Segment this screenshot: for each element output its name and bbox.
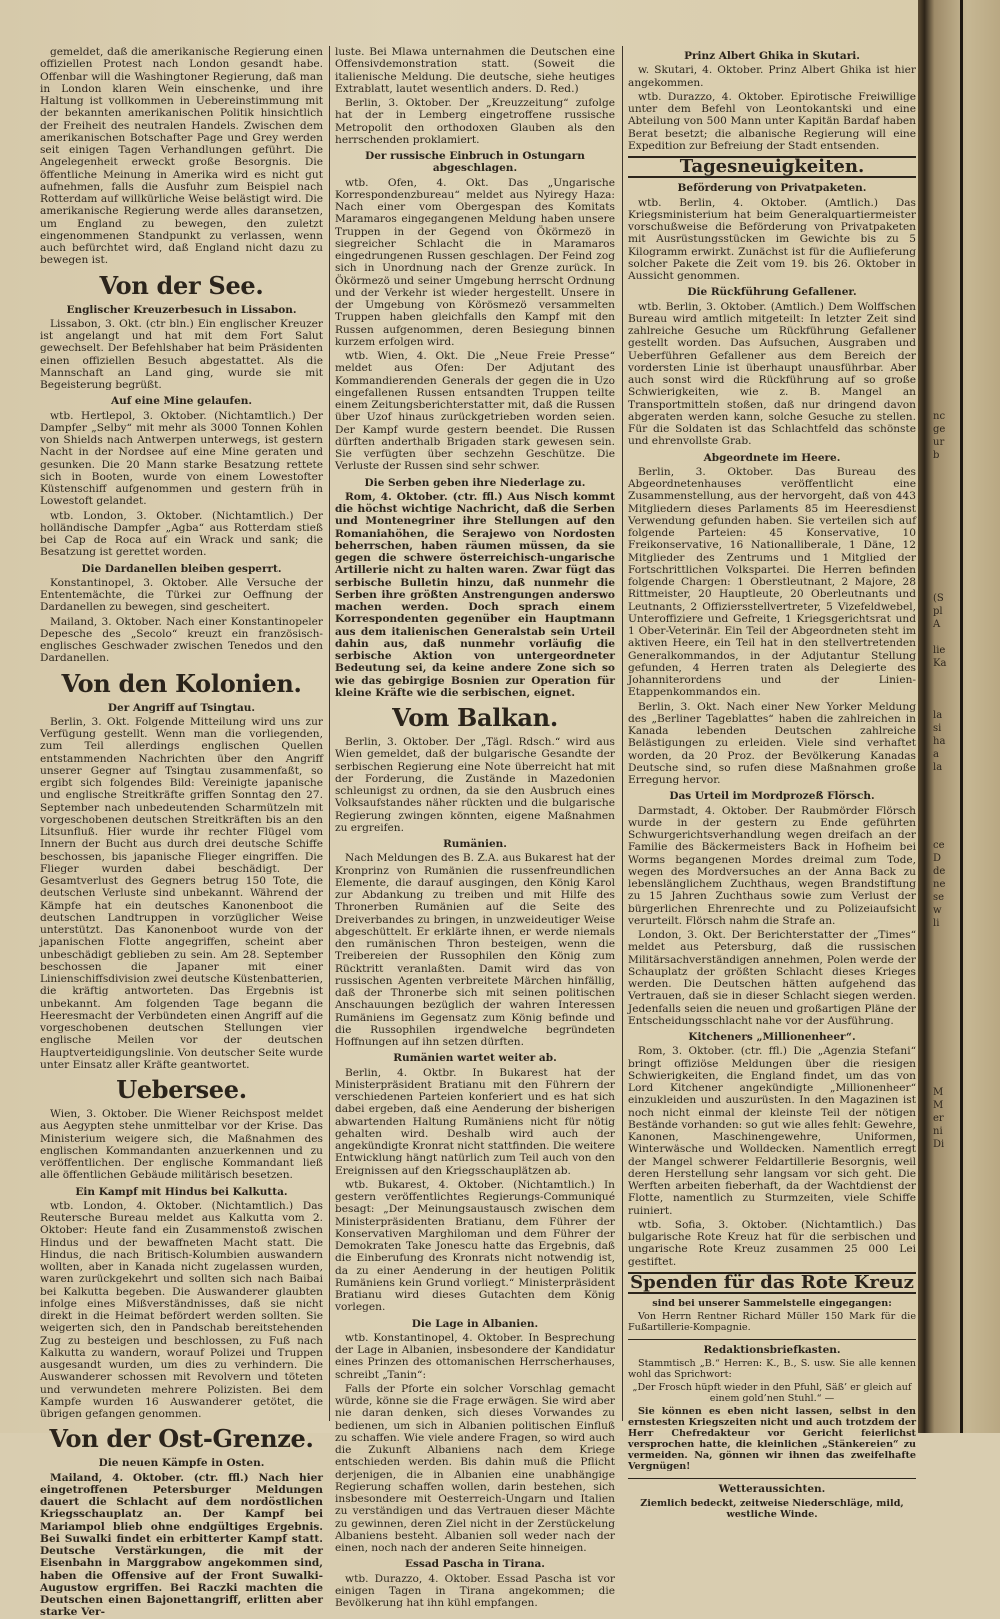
subheading: Der Angriff auf Tsingtau. <box>107 701 256 714</box>
article-paragraph: Berlin, 3. Okt. Folgende Mitteilung wird uns zur Verfügung gestellt. Wenn man die vorliegenden, zum Teil allerdings englischen Quellen entstammenden Nachrichten über den Angriff unserer Gegner auf Tsingtau zusammenfaßt, so ergibt sich folgendes Bild: Vereinigte japanische und englische Streitkräfte griffen Sonntag den 27. September nach unbedeutenden Scharmützeln mit vorgeschobenen deutschen Streitkräften bis an den Litsunfluß. Hier wurde ihr rechter Flügel vom Innern der Bucht aus durch drei deutsche Schiffe beschossen, bis japanische Flieger eingriffen. Die Flieger wurden dabei beschädigt. Der Gesamtverlust des Gegners betrug 150 Tote, die deutschen Verluste sind unbekannt. Während der Kämpfe hat ein deutsches Kanonenboot die deutschen Landtruppen in vorzüglicher Weise unterstützt. Das Kanonenboot wurde von der japanischen Flotte angegriffen, scheint aber unbeschädigt geblieben zu sein. Am 28. September beschossen die Japaner mit einer Linienschiffsdivision zwei deutsche Küstenbatterien, die kräftig antworteten. Das Ergebnis ist unbekannt. Am folgenden Tage begann die Heeresmacht der Verbündeten einen Angriff auf die vorgeschobenen deutschen Stellungen vier englische Meilen vor der deutschen Hauptverteidigungslinie. Von deutscher Seite wurde unter Einsatz aller Kräfte geantwortet. <box>40 715 323 1071</box>
fold-fragment <box>933 501 993 514</box>
fold-fragment <box>933 826 993 839</box>
section-title-kolonien: Von den Kolonien. <box>61 668 302 698</box>
subheading: sind bei unserer Sammelstelle eingegangen: <box>652 1298 892 1309</box>
subheading: Die Rückführung Gefallener. <box>687 286 857 299</box>
fold-fragment <box>933 514 993 527</box>
fold-fragment <box>933 683 993 696</box>
article-paragraph: Darmstadt, 4. Oktober. Der Raubmörder Flörsch wurde in der gestern zu Ende geführten Schwurgerichtsverhandlung wegen dreifach an der Familie des Bäckermeisters Back in Hofheim bei Worms begangenen Mordes dreimal zum Tode, wegen des Mordversuches an der Anna Back zu lebenslänglichem Zuchthaus, wegen Brandstiftung zu 15 Jahren Zuchthaus sowie zum Verlust der bürgerlichen Ehrenrechte und zu Polizeiaufsicht verurteilt. Flörsch nahm die Strafe an. <box>628 804 916 927</box>
fold-fragment: li <box>933 918 940 929</box>
fold-fragment: de <box>933 866 946 877</box>
fold-fragment: Ka <box>933 658 947 669</box>
fold-fragment: (S <box>933 593 944 604</box>
article-paragraph: Rom, 4. Oktober. (ctr. ffl.) Aus Nisch kommt die höchst wichtige Nachricht, daß die Serben und Montenegriner ihre Stellungen auf den Romaniahöhen, die Serajewo von Nordosten beherrschen, haben räumen müssen, da sie gegen die schwere österreichisch-ungarische Artillerie nicht zu halten waren. Zwar fügt das serbische Bulletin hinzu, daß nunmehr die Serben ihre größten Anstrengungen anderswo machen werden. Doch sprach einem Korrespondenten gegenüber ein Hauptmann aus dem italienischen Generalstab sein Urteil dahin aus, daß nunmehr vorläufig die serbische Aktion von untergeordneter Bedeutung sei, da keine andere Zone sich so wie das gebirgige Bosnien zur Operation für kleine Kräfte wie die serbischen, eignet. <box>335 490 615 699</box>
fold-fragment: a <box>933 749 939 760</box>
article-paragraph: wtb. Bukarest, 4. Oktober. (Nichtamtlich.) In gestern veröffentlichtes Regierungs-Communiqué besagt: „Der Meinungsaustausch zwischen dem Ministerpräsidenten Bratianu, dem Führer der Konservativen Marghiloman und dem Führer der Demokraten Take Jonescu hatte das Ergebnis, daß die Einberufung des Kronrats nicht notwendig ist, da zu einer Aenderung in der heutigen Politik Rumäniens kein Grund vorliegt.“ Ministerpräsident Bratianu wird dieses Gutachten dem König vorlegen. <box>335 1178 615 1314</box>
subheading: Die Dardanellen bleiben gesperrt. <box>81 562 282 575</box>
divider <box>628 1339 916 1340</box>
subheading: Die Lage in Albanien. <box>411 1317 539 1330</box>
fold-fragment <box>933 462 993 475</box>
section-title-ost-grenze: Von der Ost-Grenze. <box>49 1424 314 1454</box>
fold-fragment: pl <box>933 606 943 617</box>
article-paragraph: Stammtisch „B.“ Herren: K., B., S. usw. Sie alle kennen wohl das Sprichwort: <box>628 1358 916 1381</box>
fold-fragment <box>933 800 993 813</box>
fold-fragment: M <box>933 1087 944 1098</box>
weather-text: Ziemlich bedeckt, zeitweise Niederschläge, mild, westliche Winde. <box>640 1497 904 1520</box>
intro-paragraph: gemeldet, daß die amerikanische Regierung einen offiziellen Protest nach London gesandt habe. Offenbar will die Washingtoner Regierung, daß man in London klaren Wein einschenke, und ihre Haltung ist vollkommen in Uebereinstimmung mit der bekannten amerikanischen Politik hinsichtlich der Freiheit des neutralen Handels. Zwischen dem amerikanischen Botschafter Page und Grey werden seit einigen Tagen Verhandlungen geführt. Die Angelegenheit erweckt große Besorgnis. Die öffentliche Meinung in Amerika wird es nicht gut aufnehmen, falls die Ausfuhr zum Beispiel nach Rotterdam auf willkürliche Weise belästigt wird. Die amerikanische Regierung werde alles daransetzen, um England zu bewegen, den zuletzt eingenommenen Standpunkt zu verlassen, wenn auch befürchtet wird, daß England nicht dazu zu bewegen ist. <box>40 46 323 267</box>
article-paragraph: wtb. Berlin, 4. Oktober. (Amtlich.) Das Kriegsministerium hat beim Generalquartiermeister vorschußweise die Beförderung von Privatpaketen mit Ausrüstungsstücken im Gewichte bis zu 5 Kilogramm erwirkt. Zunächst ist für die Auflieferung solcher Pakete die Zeit vom 19. bis 26. Oktober in Aussicht genommen. <box>628 196 916 282</box>
fold-fragment <box>933 1060 993 1073</box>
fold-fragment: si <box>933 723 942 734</box>
article-paragraph: luste. Bei Mlawa unternahmen die Deutschen eine Offensivdemonstration statt. (Soweit die italienische Meldung. Die deutsche, siehe heutiges Extrablatt, lautet wesentlich anders. D. Red.) <box>335 46 615 95</box>
column-rule <box>622 46 623 1421</box>
column-3 <box>628 46 916 1520</box>
section-title-uebersee: Uebersee. <box>116 1075 247 1104</box>
article-paragraph: wtb. Durazzo, 4. Oktober. Essad Pascha ist vor einigen Tagen in Tirana angekommen; die Bevölkerung hat ihn kühl empfangen. <box>335 1572 615 1609</box>
subheading: Die Serben geben ihre Niederlage zu. <box>364 476 586 489</box>
fold-fragment: lie <box>933 645 946 656</box>
article-paragraph: wtb. Ofen, 4. Okt. Das „Ungarische Korrespondenzbureau“ meldet aus Nyiregy Haza: Nach einer vom Obergespan des Komitats Maramaros eingegangenen Meldung haben unsere Truppen in der Gegend von Ökörmezö in siegreicher Schlacht die in Maramaros eingedrungenen Russen geschlagen. Der Feind zog sich in Unordnung nach der Grenze zurück. In Ökörmezö und seiner Umgebung herrscht Ordnung und der Verkehr ist wieder hergestellt. Unsere in der Umgebung von Körösmezö versammelten Truppen haben gleichfalls den Kampf mit den Russen aufgenommen, deren Besiegung binnen kurzem erfolgen wird. <box>335 176 615 348</box>
article-paragraph: Berlin, 3. Oktober. Der „Tägl. Rdsch.“ wird aus Wien gemeldet, daß der bulgarische Gesandte der serbischen Regierung eine Note überreicht hat mit der Forderung, die Zustände in Mazedonien schleunigst zu ordnen, da sie den Ausbruch eines Volksaufstandes näher rückten und die bulgarische Regierung zwingen könnten, eigene Maßnahmen zu ergreifen. <box>335 736 615 834</box>
article-paragraph: Konstantinopel, 3. Oktober. Alle Versuche der Ententemächte, die Türkei zur Oeffnung der Dardanellen zu bewegen, sind gescheitert. <box>40 576 323 614</box>
article-paragraph: wtb. London, 3. Oktober. (Nichtamtlich.) Der holländische Dampfer „Agba“ aus Rotterdam stieß bei Cap de Roca auf ein Wrack und sank; die Besatzung ist gerettet worden. <box>40 509 323 559</box>
quote: „Der Frosch hüpft wieder in den Pfuhl, Säß’ er gleich auf einem gold’nen Stuhl.“ — <box>632 1382 912 1405</box>
fold-fragment <box>933 1034 993 1047</box>
section-title-balkan: Vom Balkan. <box>392 703 558 732</box>
article-paragraph: wtb. Sofia, 3. Oktober. (Nichtamtlich.) Das bulgarische Rote Kreuz hat für die serbischen und ungarische Rote Kreuz zusammen 25 000 Lei gestiftet. <box>628 1218 916 1268</box>
article-paragraph: Berlin, 3. Oktober. Das Bureau des Abgeordnetenhauses veröffentlicht eine Zusammenstellung, aus der hervorgeht, daß von 443 Mitgliedern dieses Parlaments 85 im Heeresdienst Verwendung gefunden haben. Sie verteilen sich auf folgende Parteien: 45 Konservative, 10 Freikonservative, 16 Nationalliberale, 1 Däne, 12 Mitglieder des Zentrums und 1 Mitglied der Fortschrittlichen Volkspartei. Die Herren befinden folgende Chargen: 1 Oberstleutnant, 2 Majore, 28 Rittmeister, 20 Hauptleute, 20 Oberleutnants und Leutnants, 2 Offiziersstellvertreter, 5 Vizefeldwebel, Unteroffiziere und Gefreite, 1 Kriegsgerichtsrat und 1 Ober-Veterinär. Ein Teil der Abgeordneten steht im aktiven Heere, ein Teil hat in den stellvertretenden Generalkommandos, in der Adjutantur Stellung gefunden, 4 Herren traten als Delegierte des Johanniterordens und der Linien-Etappenkommandos ein. <box>628 465 916 699</box>
article-paragraph: wtb. Durazzo, 4. Oktober. Epirotische Freiwillige unter dem Befehl von Leontokantski und eine Abteilung von 500 Mann unter Kapitän Bardaf haben Berat besetzt; die albanische Regierung will eine Expedition zur Befreiung der Stadt entsenden. <box>628 90 916 152</box>
fold-fragment <box>933 956 993 969</box>
fold-fragment: se <box>933 892 945 903</box>
article-paragraph: Berlin, 4. Oktbr. In Bukarest hat der Ministerpräsident Bratianu mit den Führern der verschiedenen Parteien konferiert und es hat sich dabei ergeben, daß eine Aenderung der bisherigen abwartenden Haltung Rumäniens nicht für nötig gehalten wird. Deshalb wird auch der angekündigte Kronrat nicht stattfinden. Die weitere Entwicklung hängt natürlich zum Teil auch von den Ereignissen auf den Kriegsschauplätzen ab. <box>335 1066 615 1177</box>
fold-fragment <box>933 631 993 644</box>
section-title-see: Von der See. <box>99 270 264 300</box>
adjacent-page-fragments <box>933 410 993 1151</box>
subheading: Kitcheners „Millionenheer“. <box>688 1031 856 1043</box>
subheading: Rumänien wartet weiter ab. <box>393 1052 557 1065</box>
fold-fragment <box>933 566 993 579</box>
column-1 <box>40 46 323 1619</box>
article-paragraph: wtb. London, 4. Oktober. (Nichtamtlich.) Das Reutersche Bureau meldet aus Kalkutta vom 2. Oktober: Heute fand ein Zusammenstoß zwischen Hindus und der bewaffneten Macht statt. Die Hindus, die nach Britisch-Kolumbien auswandern wollten, aber in Kanada nicht zugelassen wurden, waren zurückgekehrt und sollten sich nach Baibai bei Kalkutta begeben. Die Auswanderer glaubten infolge eines Mißverständnisses, daß sie nicht direkt in die Heimat befördert werden sollten. Sie weigerten sich, den in Pandschab bereitstehenden Zug zu besteigen und beschlossen, zu Fuß nach Kalkutta zu wandern, worauf Polizei und Truppen ausgesandt wurden, um dies zu verhindern. Die Auswanderer schossen mit Revolvern und töteten und verwundeten mehrere Polizisten. Bei dem Kampfe wurden 16 Auswanderer getötet, die übrigen gefangen genommen. <box>40 1199 323 1420</box>
fold-fragment <box>933 969 993 982</box>
article-paragraph: Berlin, 3. Oktober. Der „Kreuzzeitung“ zufolge hat der in Lemberg eingetroffene russische Metropolit den orthodoxen Glauben als den herrschenden proklamiert. <box>335 97 615 146</box>
fold-fragment: er <box>933 1113 944 1124</box>
article-paragraph: London, 3. Okt. Der Berichterstatter der „Times“ meldet aus Petersburg, daß die russischen Militärsachverständigen annehmen, Polen werde der Schauplatz der größten Schlacht dieses Krieges werden. Die Deutschen hätten aufgehend das Vertrauen, daß sie in dieser Schlacht siegen werden. Jedenfalls seien die neuen und großartigen Pläne der Entscheidungsschlacht nahe vor der Ausführung. <box>628 929 916 1027</box>
article-paragraph: Nach Meldungen des B. Z.A. aus Bukarest hat der Kronprinz von Rumänien die russenfreundlichen Elemente, die darauf ausgingen, den König Karol zur Abdankung zu treiben und mit Hilfe des Thronerben Rumänien auf die Seite des Dreiverbandes zu bringen, in unzweideutiger Weise abgeschüttelt. Er erklärte ihnen, er werde niemals den rumänischen Thron besteigen, wenn die Treibereien der Russophilen den König zum Rücktritt veranlaßten. Damit wird das von russischen Agenten verbreitete Märchen hinfällig, daß der Thronerbe sich mit seinen politischen Anschauungen bezüglich der wahren Interessen Rumäniens im Gegensatz zum König befinde und die Russophilen irgendwelche begründeten Hoffnungen auf ihn setzen dürften. <box>335 852 615 1048</box>
article-paragraph: Falls der Pforte ein solcher Vorschlag gemacht würde, könne sie die Frage erwägen. Sie wird aber nie daran denken, sich dieses Vorwandes zu bedienen, um sich in Albanien politischen Einfluß zu schaffen. Wie viele andere Fragen, so wird auch die Zukunft Albaniens nach dem Kriege entschieden werden. Bis dahin muß die Pflicht derjenigen, die in Albanien eine unabhängige Regierung schaffen wollen, darin bestehen, sich insbesondere mit Oesterreich-Ungarn und Italien zu verständigen und das Vertrauen dieser Mächte zu gewinnen, deren Ziel nicht in der Zerstückelung Albaniens besteht. Albanien soll weder nach der einen, noch nach der anderen Seite hinneigen. <box>335 1382 615 1554</box>
fold-fragment: ne <box>933 879 946 890</box>
fold-fragment <box>933 813 993 826</box>
article-paragraph: Rom, 3. Oktober. (ctr. ffl.) Die „Agenzia Stefani“ bringt offiziöse Meldungen über die riesigen Schwierigkeiten, die England findet, um das von Lord Kitchener angekündigte „Millionenheer“ einzukleiden und auszurüsten. In den Magazinen ist noch nicht einmal der kleinste Teil der nötigen Bestände vorhanden: so gut wie alles fehlt: Gewehre, Kanonen, Maschinengewehre, Uniformen, Winterwäsche und Wolldecken. Namentlich erregt der Mangel schwerer Feldartillerie Besorgnis, weil deren Herstellung sehr langsam vor sich geht. Die Werften arbeiten fieberhaft, da der Wachtdienst der Flotte, namentlich zu Sturmzeiten, viele Schiffe ruiniert. <box>628 1045 916 1217</box>
article-paragraph: wtb. Wien, 4. Okt. Die „Neue Freie Presse“ meldet aus Ofen: Der Adjutant des Kommandierenden Generals der gegen die in Uzo eingefallenen Russen entsandten Truppen teilte einem Zeitungsberichterstatter mit, daß die Russen über Uzof hinaus zurückgetrieben worden seien. Der Kampf wurde gestern beendet. Die Russen dürften anderthalb Brigaden stark gewesen sein. Sie verfügten über sechzehn Geschütze. Die Verluste der Russen sind sehr schwer. <box>335 350 615 473</box>
fold-fragment <box>933 670 993 683</box>
fold-fragment <box>933 943 993 956</box>
fold-fragment: D <box>933 853 942 864</box>
fold-fragment: ur <box>933 437 945 448</box>
fold-fragment: ha <box>933 736 946 747</box>
article-paragraph: Berlin, 3. Okt. Nach einer New Yorker Meldung des „Berliner Tageblattes“ haben die zahlreichen in Kanada lebenden Deutschen zahlreiche Belästigungen zu erleiden. Viele sind verhaftet worden, da 20 Proz. der Bevölkerung Kanadas Deutsche sind, so rufen diese Maßnahmen große Erregung hervor. <box>628 700 916 786</box>
subheading: Prinz Albert Ghika in Skutari. <box>684 50 860 62</box>
divider <box>628 1478 916 1479</box>
column-2 <box>335 46 615 1609</box>
subheading: Redaktionsbriefkasten. <box>703 1344 841 1356</box>
fold-fragment <box>933 774 993 787</box>
subheading: Das Urteil im Mordprozeß Flörsch. <box>669 790 875 803</box>
fold-fragment <box>933 579 993 592</box>
subheading: Beförderung von Privatpaketen. <box>677 182 867 195</box>
article-paragraph: wtb. Hertlepol, 3. Oktober. (Nichtamtlich.) Der Dampfer „Selby“ mit mehr als 3000 Tonnen Kohlen von Shields nach Antwerpen unterwegs, ist gestern Nacht in der Nordsee auf eine Mine geraten und gesunken. Die 20 Mann starke Besatzung rettete sich in Booten, wurde von einem Lowestofter Küstenschiff aufgenommen und gestern früh in Lowestoft gelandet. <box>40 409 323 508</box>
fold-fragment: A <box>933 619 941 630</box>
fold-fragment: w <box>933 905 942 916</box>
article-paragraph: wtb. Berlin, 3. Oktober. (Amtlich.) Dem Wolffschen Bureau wird amtlich mitgeteilt: In letzter Zeit sind zahlreiche Gesuche um Rückführung Gefallener gestellt worden. Das Aufsuchen, Ausgraben und Ueberführen Gefallener aus dem Bereich der vordersten Linie ist überhaupt unausführbar. Aber auch sonst wird die Rückführung auf so große Schwierigkeiten, wie z. B. Mangel an Transportmitteln stoßen, daß nur dringend davon abgeraten werden kann, solche Gesuche zu stellen. Für die Soldaten ist das Schlachtfeld das schönste und ehrenvollste Grab. <box>628 300 916 448</box>
fold-fragment <box>933 1008 993 1021</box>
fold-fragment <box>933 696 993 709</box>
fold-fragment <box>933 527 993 540</box>
fold-fragment <box>933 930 993 943</box>
fold-fragment <box>933 1047 993 1060</box>
subheading: Abgeordnete im Heere. <box>703 451 841 464</box>
fold-fragment <box>933 1073 993 1086</box>
article-paragraph: wtb. Konstantinopel, 4. Oktober. In Besprechung der Lage in Albanien, insbesondere der Kandidatur eines Prinzen des ottomanischen Herrscherhauses, schreibt „Tanin“: <box>335 1331 615 1381</box>
fold-fragment: la <box>933 762 943 773</box>
article-paragraph: Lissabon, 3. Okt. (ctr bln.) Ein englischer Kreuzer ist angelangt und hat mit dem Fort Salut gewechselt. Der Befehlshaber hat beim Präsidenten einen offiziellen Besuch abgestattet. Als die Mannschaft an Land ging, wurde sie mit Begeisterung begrüßt. <box>40 317 323 391</box>
fold-fragment <box>933 488 993 501</box>
fold-fragment: la <box>933 710 943 721</box>
fold-fragment: ni <box>933 1126 943 1137</box>
subheading: Ein Kampf mit Hindus bei Kalkutta. <box>75 1185 288 1198</box>
subheading: Essad Pascha in Tirana. <box>405 1558 545 1571</box>
section-title-tagesneuigkeiten: Tagesneuigkeiten. <box>628 156 916 178</box>
fold-fragment <box>933 1021 993 1034</box>
subheading: Rumänien. <box>443 838 507 850</box>
fold-fragment: M <box>933 1100 944 1111</box>
subheading: Englischer Kreuzerbesuch in Lissabon. <box>66 303 297 316</box>
subheading: Die neuen Kämpfe in Osten. <box>98 1457 265 1470</box>
fold-fragment: b <box>933 450 940 461</box>
fold-fragment: ce <box>933 840 945 851</box>
article-paragraph: Sie können es eben nicht lassen, selbst in den ernstesten Kriegszeiten nicht und auch trotzdem der Herr Chefredakteur vor Gericht feierlichst versprochen hatte, die kleinlichen „Stänkereien“ zu vermeiden. Na, gönnen wir ihnen das zweifelhafte Vergnügen! <box>628 1406 916 1473</box>
fold-fragment: nc <box>933 411 946 422</box>
subheading: Wetteraussichten. <box>718 1483 826 1496</box>
fold-fragment: ge <box>933 424 946 435</box>
article-paragraph: Von Herrn Rentner Richard Müller 150 Mark für die Fußartillerie-Kompagnie. <box>628 1311 916 1333</box>
article-paragraph: Mailand, 3. Oktober. Nach einer Konstantinopeler Depesche des „Secolo“ kreuzt ein französisch-englisches Geschwader zwischen Tenedos und den Dardanellen. <box>40 615 323 665</box>
fold-fragment: Di <box>933 1139 945 1150</box>
fold-fragment <box>933 553 993 566</box>
subheading: Der russische Einbruch in Ostungarn abgeschlagen. <box>365 150 585 175</box>
column-rule <box>329 46 330 1421</box>
fold-fragment <box>933 540 993 553</box>
subheading: Auf eine Mine gelaufen. <box>110 395 253 408</box>
article-paragraph: w. Skutari, 4. Oktober. Prinz Albert Ghika ist hier angekommen. <box>628 64 916 89</box>
article-paragraph: Mailand, 4. Oktober. (ctr. ffl.) Nach hier eingetroffenen Petersburger Meldungen dauert die Schlacht auf dem nordöstlichen Kriegsschauplatz an. Der Kampf bei Mariampol blieb ohne endgültiges Ergebnis. Bei Suwalki findet ein erbitterter Kampf statt. Deutsche Verstärkungen, die mit der Eisenbahn in Marggrabow angekommen sind, haben die Offensive auf der Front Suwalki-Augustow ergriffen. Bei Raczki machten die Deutschen einen Bajonettangriff, erlitten aber starke Ver- <box>40 1471 323 1619</box>
article-paragraph: Wien, 3. Oktober. Die Wiener Reichspost meldet aus Aegypten stehe unmittelbar vor der Krise. Das Ministerium weigere sich, die Maßnahmen des englischen Kommandanten anzuerkennen und zu veröffentlichen. Der englische Kommandant ließ alle öffentlichen Gebäude militärisch besetzen. <box>40 1108 323 1182</box>
fold-fragment <box>933 982 993 995</box>
fold-fragment <box>933 995 993 1008</box>
fold-fragment <box>933 475 993 488</box>
section-title-spenden: Spenden für das Rote Kreuz <box>628 1272 916 1294</box>
fold-fragment <box>933 787 993 800</box>
